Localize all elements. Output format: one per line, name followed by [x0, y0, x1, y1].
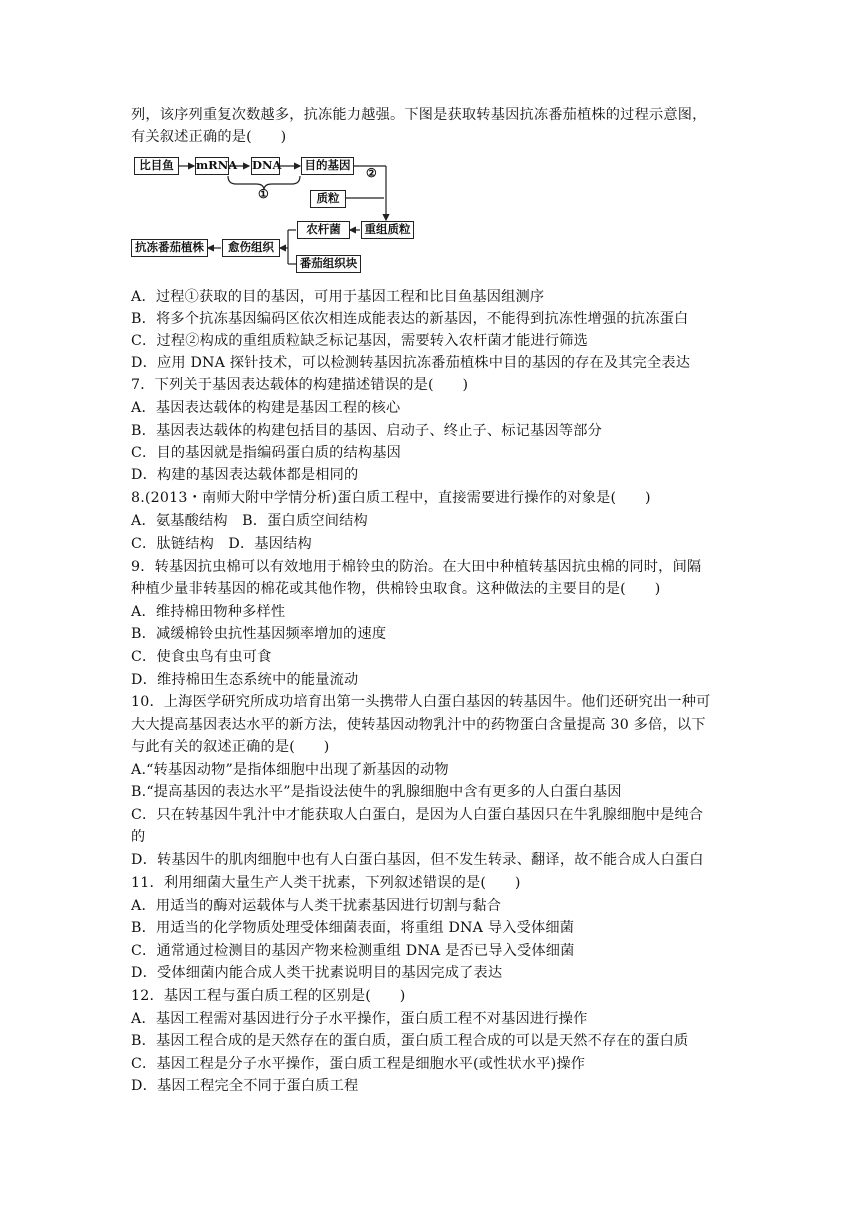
q7-option-b: B．基因表达载体的构建包括目的基因、启动子、终止子、标记基因等部分	[131, 423, 603, 439]
process-diagram	[128, 152, 418, 278]
q10-stem-line-2: 大大提高基因表达水平的新方法，使转基因动物乳汁中的药物蛋白含量提高 30 多倍，以下	[131, 717, 706, 733]
box-agrobacterium: 农杆菌	[297, 221, 350, 239]
q12-option-a: A．基因工程需对基因进行分子水平操作，蛋白质工程不对基因进行操作	[131, 1011, 588, 1027]
box-fish: 比目鱼	[134, 157, 179, 175]
q6-option-c: C．过程②构成的重组质粒缺乏标记基因，需要转入农杆菌才能进行筛选	[131, 333, 589, 349]
q10-option-c: C．只在转基因牛乳汁中才能获取人白蛋白，是因为人白蛋白基因只在牛乳腺细胞中是纯合	[131, 807, 704, 823]
q11-stem: 11．利用细菌大量生产人类干扰素，下列叙述错误的是( )	[131, 875, 521, 891]
box-plant: 抗冻番茄植株	[131, 239, 208, 257]
q6-option-d: D．应用 DNA 探针技术，可以检测转基因抗冻番茄植株中目的基因的存在及其完全表达	[131, 355, 691, 371]
q9-stem-line-2: 种植少量非转基因的棉花或其他作物，供棉铃虫取食。这种做法的主要目的是( )	[131, 581, 661, 597]
label-step-2: ②	[366, 166, 377, 180]
q6-stem-line-2: 有关叙述正确的是( )	[131, 129, 287, 145]
q12-option-d: D．基因工程完全不同于蛋白质工程	[131, 1078, 359, 1094]
q6-option-a: A．过程①获取的目的基因，可用于基因工程和比目鱼基因组测序	[131, 289, 545, 305]
q9-option-d: D．维持棉田生态系统中的能量流动	[131, 672, 359, 688]
q11-option-c: C．通常通过检测目的基因产物来检测重组 DNA 是否已导入受体细菌	[131, 943, 575, 959]
q8-options-ab: A．氨基酸结构 B．蛋白质空间结构	[131, 513, 368, 529]
box-recombinant-plasmid: 重组质粒	[361, 221, 414, 239]
q10-option-b: B.“提高基因的表达水平”是指设法使牛的乳腺细胞中含有更多的人白蛋白基因	[131, 784, 622, 800]
q9-option-b: B．减缓棉铃虫抗性基因频率增加的速度	[131, 626, 387, 642]
box-callus: 愈伤组织	[222, 239, 280, 257]
box-plasmid: 质粒	[310, 190, 346, 208]
q6-option-b: B．将多个抗冻基因编码区依次相连成能表达的新基因，不能得到抗冻性增强的抗冻蛋白	[131, 311, 689, 327]
box-tomato-tissue: 番茄组织块	[296, 255, 361, 273]
q9-option-c: C．使食虫鸟有虫可食	[131, 649, 272, 665]
q10-stem-line-1: 10．上海医学研究所成功培育出第一头携带人白蛋白基因的转基因牛。他们还研究出一种可	[131, 694, 711, 710]
q7-option-a: A．基因表达载体的构建是基因工程的核心	[131, 400, 401, 416]
q10-option-d: D．转基因牛的肌肉细胞中也有人白蛋白基因，但不发生转录、翻译，故不能合成人白蛋白	[131, 852, 704, 868]
q12-stem: 12．基因工程与蛋白质工程的区别是( )	[131, 988, 406, 1004]
q8-stem: 8.(2013・南师大附中学情分析)蛋白质工程中，直接需要进行操作的对象是( )	[131, 490, 651, 506]
q7-stem: 7．下列关于基因表达载体的构建描述错误的是( )	[131, 377, 469, 393]
box-dna: DNA	[251, 157, 280, 175]
q7-option-d: D．构建的基因表达载体都是相同的	[131, 467, 359, 483]
q10-option-a: A.“转基因动物”是指体细胞中出现了新基因的动物	[131, 762, 449, 778]
q12-option-b: B．基因工程合成的是天然存在的蛋白质，蛋白质工程合成的可以是天然不存在的蛋白质	[131, 1033, 689, 1049]
q9-stem-line-1: 9．转基因抗虫棉可以有效地用于棉铃虫的防治。在大田中种植转基因抗虫棉的同时，间隔	[131, 559, 702, 575]
q7-option-c: C．目的基因就是指编码蛋白质的结构基因	[131, 445, 402, 461]
q10-stem-line-3: 与此有关的叙述正确的是( )	[131, 739, 330, 755]
q8-options-cd: C．肽链结构 D．基因结构	[131, 536, 312, 552]
box-mrna: mRNA	[195, 157, 229, 175]
q9-option-a: A．维持棉田物种多样性	[131, 604, 286, 620]
q11-option-a: A．用适当的酶对运载体与人类干扰素基因进行切割与黏合	[131, 898, 502, 914]
box-target-gene: 目的基因	[301, 157, 354, 175]
q10-option-c-cont: 的	[131, 829, 146, 845]
q11-option-d: D．受体细菌内能合成人类干扰素说明目的基因完成了表达	[131, 965, 503, 981]
q6-stem-line-1: 列，该序列重复次数越多，抗冻能力越强。下图是获取转基因抗冻番茄植株的过程示意图，	[131, 107, 707, 123]
q11-option-b: B．用适当的化学物质处理受体细菌表面，将重组 DNA 导入受体细菌	[131, 920, 575, 936]
q12-option-c: C．基因工程是分子水平操作，蛋白质工程是细胞水平(或性状水平)操作	[131, 1056, 586, 1072]
label-step-1: ①	[258, 187, 269, 201]
